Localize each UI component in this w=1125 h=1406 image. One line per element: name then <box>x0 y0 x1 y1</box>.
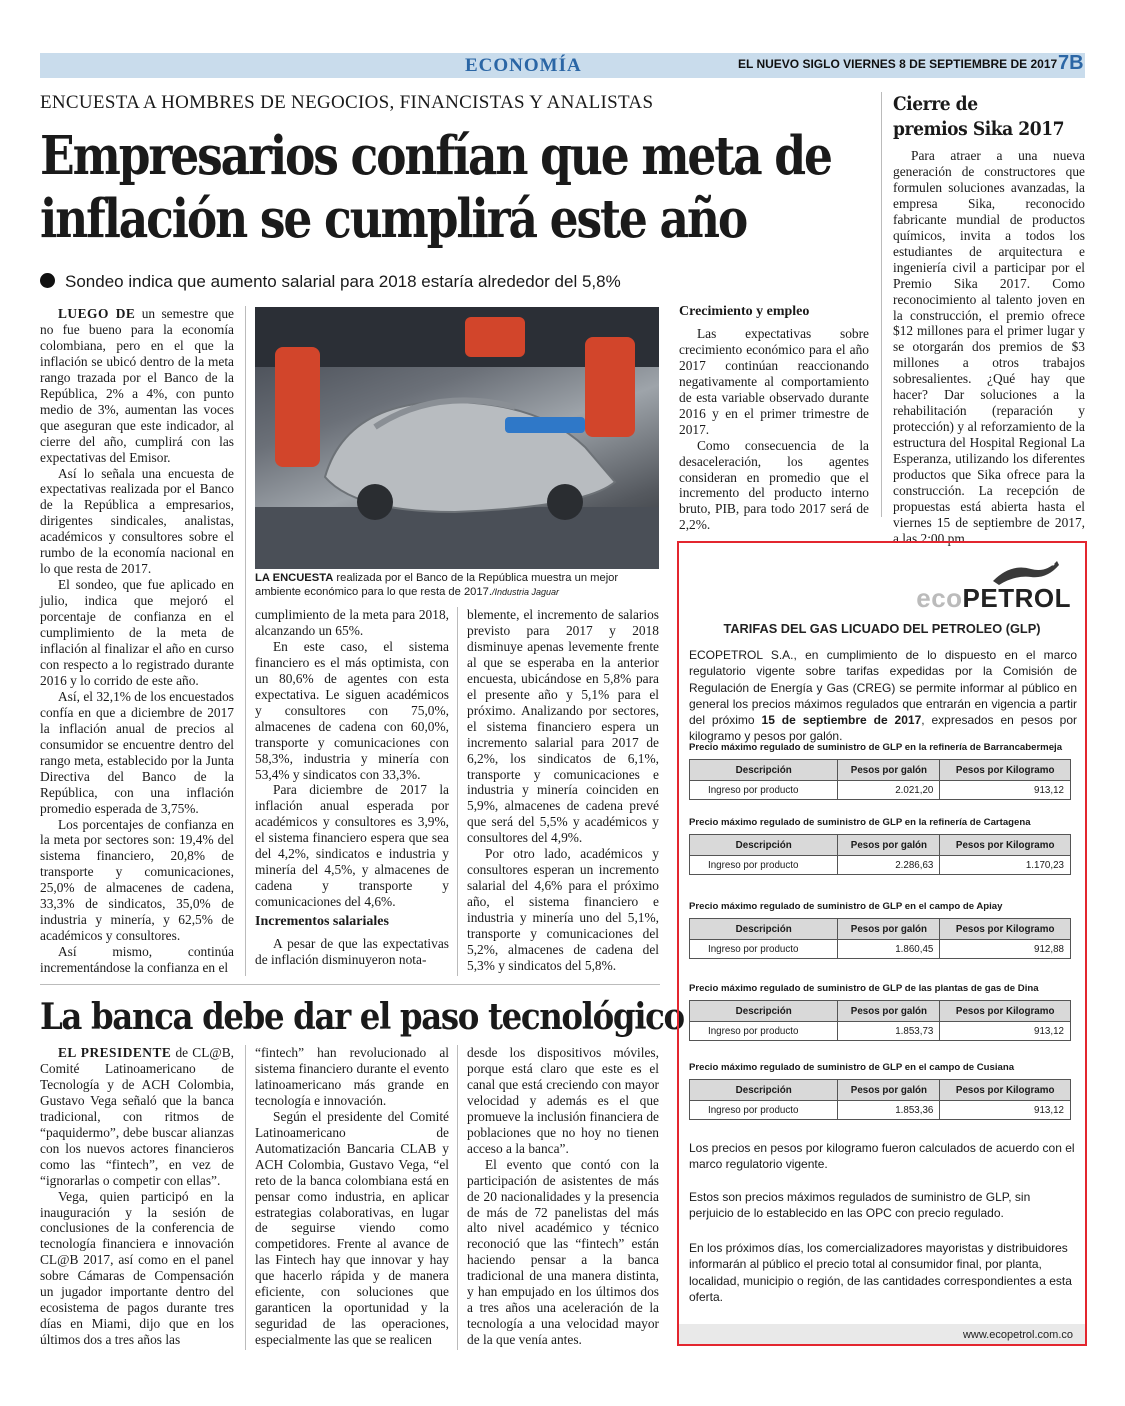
cell-kilo: 1.170,23 <box>940 856 1071 875</box>
column-rule <box>245 306 246 976</box>
kicker: ENCUESTA A HOMBRES DE NEGOCIOS, FINANCISTAS Y ANALISTAS <box>40 92 654 113</box>
main-column-2 <box>255 607 449 968</box>
price-table-title: Precio máximo regulado de suministro de GLP en el campo de Apiay <box>689 901 1003 912</box>
cell-kilo: 913,12 <box>940 781 1071 800</box>
paragraph: Los porcentajes de confianza en la meta por sectores son: 19,4% del sistema financiero, 20,8% de transporte y comunicaciones, 25,0% de almacenes de cadena, 33,3% de sindicatos, 35,0% de industria y minería, y 62,5% de académicos y consultores. <box>40 816 234 944</box>
subhead-incrementos: Incrementos salariales <box>255 914 389 930</box>
photo-credit: /Industria Jaguar <box>491 587 560 597</box>
price-table-title: Precio máximo regulado de suministro de GLP en el campo de Cusiana <box>689 1062 1015 1073</box>
cell-kilo: 913,12 <box>940 1022 1071 1041</box>
paragraph-text: de CL@B, Comité Latinoamericano de Tecnología y de ACH Colombia, Gustavo Vega señaló que la banca tradicional, con ritmos de “paquidermo”, debe buscar alianzas con los nuevos actores financieros como las “fintech”, en vez de “ignorarlas o competir con ellas”. <box>40 1045 234 1188</box>
col-header: Descripción <box>690 919 838 940</box>
price-table-block <box>689 742 1077 800</box>
ad-title: TARIFAS DEL GAS LICUADO DEL PETROLEO (GLP) <box>723 621 1041 636</box>
paragraph: En este caso, el sistema financiero es el más optimista, con un 80,6% de agentes con esta expectativa. Le siguen académicos y consultores con 75,0%, almacenes de cadena con 60,0%, transporte y comunicaciones con 58,3%, industria y minería con 53,4% y sindicatos con 33,3%. <box>255 638 449 782</box>
price-table-block <box>689 983 1077 1041</box>
col-header: Descripción <box>690 1080 838 1101</box>
price-table <box>689 759 1071 800</box>
sidebar-title <box>893 92 1064 142</box>
price-table-title: Precio máximo regulado de suministro de GLP de las plantas de gas de Dina <box>689 983 1039 994</box>
cell-galon: 2.021,20 <box>838 781 940 800</box>
logo-part1: eco <box>916 583 963 613</box>
paragraph: Según el presidente del Comité Latinoamericano de Automatización Bancaria CLAB y ACH Colombia, Gustavo Vega, “el reto de la banca colombiana está en pensar como industria, en aplicar estrategias colaborativas, en lugar de seguirse viendo como competidores. Frente al avance de las Fintech hay que innovar y hay que hacerlo rápida y de manera eficiente, con soluciones que garanticen la oportunidad y la seguridad de las operaciones, especialmente las que se realicen <box>255 1108 449 1348</box>
cell-desc: Ingreso por producto <box>690 781 838 800</box>
price-table <box>689 1000 1071 1041</box>
main-column-4 <box>679 304 869 533</box>
lead-in: EL PRESIDENTE <box>58 1045 172 1060</box>
main-column-3 <box>467 607 659 974</box>
paragraph: Así mismo, continúa incrementándose la confianza en el <box>40 944 234 976</box>
caption-lead: LA ENCUESTA <box>255 572 334 584</box>
table-row <box>690 940 1071 959</box>
paragraph: El evento que contó con la participación de asistentes de más de 20 nacionalidades y la presencia de más de 72 panelistas del más alto nivel académico y técnico reconoció que las “fintech” están haciendo pensar a la banca tradicional de una manera distinta, y han empujado en los últimos dos a tres años una aceleración de la tecnología a una velocidad mayor de la que venía antes. <box>467 1156 659 1348</box>
story-divider <box>40 984 660 985</box>
paragraph: Para diciembre de 2017 la inflación anual esperada por académicos y consultores es 3,9%, el sistema financiero espera que sea del 4,2%, sindicatos e industria y minería del 4,5%, y almacenes de cadena y transporte y comunicaciones del 4,6%. <box>255 782 449 910</box>
paragraph: A pesar de que las expectativas de inflación disminuyeron nota- <box>255 936 449 968</box>
caption-text: realizada por el Banco de la República muestra un mejor ambiente económico para lo que resta de 2017. <box>255 572 619 598</box>
second-column-2 <box>255 1045 449 1348</box>
car-assembly-illustration <box>255 307 659 569</box>
main-column-1 <box>40 306 234 976</box>
cell-desc: Ingreso por producto <box>690 1101 838 1120</box>
paragraph: Por otro lado, académicos y consultores esperan un incremento salarial del 4,6% para el próximo año, el sistema financiero e industria y minería uno del 5,1%, transporte y comunicaciones del 5,2%, almacenes de cadena del 5,3% y sindicatos del 5,8%. <box>467 846 659 973</box>
price-table-title: Precio máximo regulado de suministro de GLP en la refinería de Barrancabermeja <box>689 742 1063 753</box>
lead-in: LUEGO DE <box>58 306 136 321</box>
ad-url-link[interactable]: www.ecopetrol.com.co <box>962 1329 1073 1341</box>
deck-text: Sondeo indica que aumento salarial para 2018 estaría alrededor del 5,8% <box>65 272 621 291</box>
bullet-icon <box>40 273 55 288</box>
table-row <box>690 1101 1071 1120</box>
paragraph: desde los dispositivos móviles, porque está claro que este es el canal que está creciendo con mayor velocidad y además es el que promueve la inclusión financiera de poblaciones que no hoy no tienen acceso a la banca”. <box>467 1045 659 1156</box>
cell-kilo: 912,88 <box>940 940 1071 959</box>
cell-galon: 1.860,45 <box>838 940 940 959</box>
cell-galon: 2.286,63 <box>838 856 940 875</box>
page-number: 7B <box>1058 52 1084 74</box>
logo-part2: PETROL <box>962 583 1071 613</box>
col-header: Descripción <box>690 760 838 781</box>
col-header: Pesos por galón <box>838 1001 940 1022</box>
column-rule <box>457 1045 458 1350</box>
sidebar-title-line1: Cierre de <box>893 93 978 115</box>
second-column-3 <box>467 1045 659 1348</box>
col-header: Descripción <box>690 1001 838 1022</box>
price-table <box>689 834 1071 875</box>
second-column-1 <box>40 1045 234 1348</box>
column-rule <box>245 1045 246 1350</box>
col-header: Pesos por galón <box>838 835 940 856</box>
paragraph: Como consecuencia de la desaceleración, los agentes consideran en promedio que el incremento del producto interno bruto, PIB, para todo 2017 será de 2,2%. <box>679 437 869 533</box>
col-header: Pesos por galón <box>838 919 940 940</box>
col-header: Pesos por Kilogramo <box>940 760 1071 781</box>
dateline: EL NUEVO SIGLO VIERNES 8 DE SEPTIEMBRE DE 2017 <box>738 57 1058 71</box>
sidebar-body <box>893 148 1085 547</box>
paragraph: Para atraer a una nueva generación de constructores que formulen soluciones avanzadas, la empresa Sika, reconocido fabricante mundial de productos químicos, invita a todos los estudiantes de arquitectura e ingeniería civil a participar por el Premio Sika 2017. Como reconocimiento al talento joven en la construcción, el premio ofrece $12 millones para el primer lugar y se otorgarán dos premios de $3 millones a otros trabajos sobresalientes. ¿Qué hay que hacer? Dar soluciones a la rehabilitación (reparación y protección) y al reforzamiento de la estructura del Hospital Regional La Esperanza, utilizando los diferentes productos que Sika ofrece para la construcción. La recepción de propuestas está abierta hasta el viernes 15 de septiembre de 2017, a las 2:00 pm. <box>893 148 1085 546</box>
ecopetrol-ad <box>677 541 1087 1346</box>
cell-desc: Ingreso por producto <box>690 1022 838 1041</box>
ad-note-3: En los próximos días, los comercializadores mayoristas y distribuidores informarán al público el precio total al consumidor final, por planta, localidad, municipio o región, de las cantidades correspondientes a esta oferta. <box>689 1241 1072 1304</box>
price-table <box>689 1079 1071 1120</box>
paragraph: cumplimiento de la meta para 2018, alcanzando un 65%. <box>255 607 449 638</box>
main-headline <box>40 125 831 251</box>
paragraph: El sondeo, que fue aplicado en julio, indica que mejoró el porcentaje de confianza en el cumplimiento de la meta de inflación al finalizar el año en curso con respecto a lo registrado durante 2016 y lo corrido de este año. <box>40 577 234 688</box>
ad-note-1: Los precios en pesos por kilogramo fueron calculados de acuerdo con el marco regulatorio vigente. <box>689 1141 1075 1172</box>
cell-desc: Ingreso por producto <box>690 940 838 959</box>
price-table <box>689 918 1071 959</box>
subhead-crecimiento: Crecimiento y empleo <box>679 304 810 319</box>
paragraph <box>40 1045 234 1189</box>
table-row <box>690 1022 1071 1041</box>
column-rule <box>457 607 458 976</box>
price-table-block <box>689 1062 1077 1120</box>
price-table-title: Precio máximo regulado de suministro de GLP en la refinería de Cartagena <box>689 817 1031 828</box>
table-row <box>690 781 1071 800</box>
cell-desc: Ingreso por producto <box>690 856 838 875</box>
paragraph: Así, el 32,1% de los encuestados confía en que a diciembre de 2017 la inflación anual de precios al consumidor se encuentre dentro del rango meta, establecido por la Junta Directiva del Banco de la República, con una inflación promedio esperada de 3,75%. <box>40 688 234 816</box>
paragraph: Así lo señala una encuesta de expectativas realizada por el Banco de la República a empresarios, dirigentes sindicales, analistas, académicos y consultores sobre el rumbo de la economía nacional en lo que resta de 2017. <box>40 465 234 577</box>
intro-text: ECOPETROL S.A., en cumplimiento de lo dispuesto en el marco regulatorio vigente sobre tarifas expedidas por la Comisión de Regulación de Energía y Gas (CREG) se permite informar al público en general los precios máximos regulados que entrarán en vigencia a partir del próximo <box>689 648 1077 728</box>
col-header: Pesos por Kilogramo <box>940 1001 1071 1022</box>
cell-galon: 1.853,36 <box>838 1101 940 1120</box>
ecopetrol-logo <box>916 583 1071 614</box>
car-factory-photo <box>255 307 659 569</box>
main-headline-line1: Empresarios confían que meta de <box>40 125 831 187</box>
col-header: Pesos por galón <box>838 1080 940 1101</box>
deck <box>40 272 621 292</box>
col-header: Pesos por Kilogramo <box>940 919 1071 940</box>
second-headline: La banca debe dar el paso tecnológico <box>40 996 684 1038</box>
intro-date: 15 de septiembre de 2017 <box>761 713 922 728</box>
section-name: ECONOMÍA <box>465 55 582 76</box>
sidebar-title-line2: premios Sika 2017 <box>893 118 1065 140</box>
paragraph: “fintech” han revolucionado al sistema financiero durante el evento latinoamericano más grande en tecnología e innovación. <box>255 1045 449 1108</box>
table-row <box>690 856 1071 875</box>
paragraph: Las expectativas sobre crecimiento económico para el año 2017 continúan reaccionando negativamente al comportamiento de esta variable observado durante 2016 y en el primer trimestre de 2017. <box>679 325 869 437</box>
paragraph-text: un semestre que no fue bueno para la economía colombiana, pero en el que la inflación se ubicó dentro de la meta rango trazada por el Banco de la República, 2% a 4%, con punto medio de 3%, aumentan las voces que aseguran que este indicador, al cierre del año, cumplirá con las expectativas del Emisor. <box>40 306 234 465</box>
col-header: Pesos por Kilogramo <box>940 1080 1071 1101</box>
cell-kilo: 913,12 <box>940 1101 1071 1120</box>
photo-caption <box>255 571 659 599</box>
col-header: Pesos por Kilogramo <box>940 835 1071 856</box>
ad-note-2: Estos son precios máximos regulados de suministro de GLP, sin perjuicio de lo establecido en las OPC con precio regulado. <box>689 1190 1031 1221</box>
col-header: Pesos por galón <box>838 760 940 781</box>
intro-text-end: , expresados en pesos por kilogramo y pesos por galón. <box>689 713 1077 744</box>
price-table-block <box>689 817 1077 875</box>
ad-intro <box>689 647 1077 745</box>
paragraph: Vega, quien participó en la inauguración y la sesión de conclusiones de la conferencia de tecnología financiera e innovación CL@B 2017, así como en el panel sobre Cámaras de Compensación un jugador importante dentro del ecosistema de pagos durante tres días en Miami, dijo que en los últimos dos a tres años las <box>40 1188 234 1348</box>
col-header: Descripción <box>690 835 838 856</box>
cell-galon: 1.853,73 <box>838 1022 940 1041</box>
paragraph: blemente, el incremento de salarios previsto para 2017 y 2018 disminuye apenas levemente frente al que se esperaba en la anterior encuesta, ubicándose en 5,8% para el presente año y 5,1% para el próximo. Analizando por sectores, el sistema financiero espera un incremento salarial para 2017 de 6,2%, los sindicatos de 6,1%, transporte y comunicaciones e industria y minería coinciden en 5,9%, almacenes de cadena prevé que será del 5,5% y académicos y consultores del 4,9%. <box>467 607 659 846</box>
sidebar-rule <box>881 92 882 517</box>
price-table-block <box>689 901 1077 959</box>
main-headline-line2: inflación se cumplirá este año <box>40 188 747 250</box>
paragraph <box>40 306 234 466</box>
